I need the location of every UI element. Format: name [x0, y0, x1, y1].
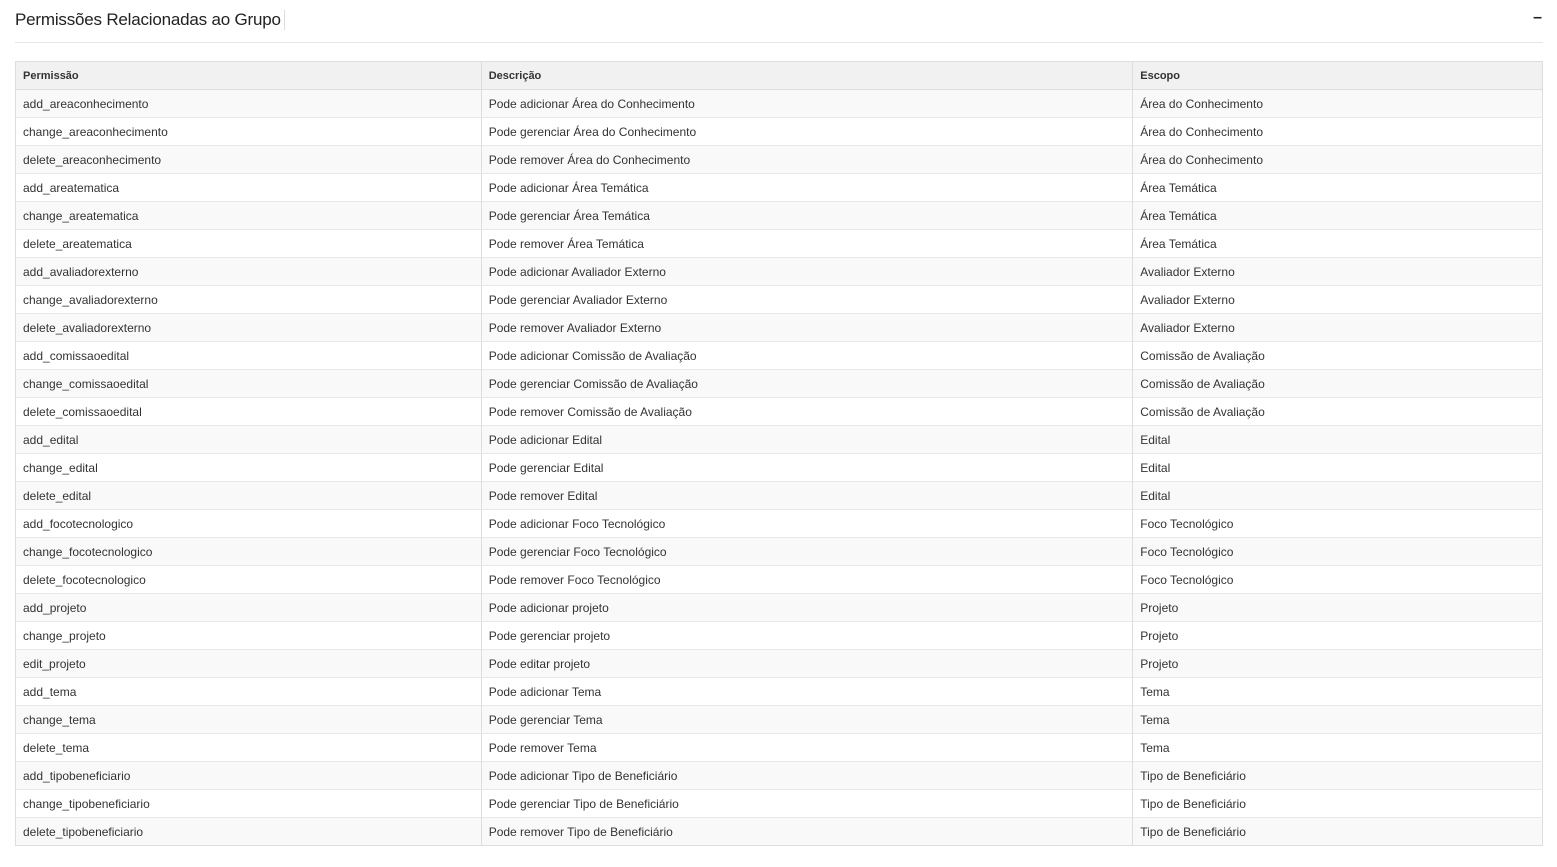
permissions-table	[15, 61, 1543, 846]
permission-cell: change_tema	[16, 706, 482, 734]
scope-cell: Área Temática	[1133, 202, 1543, 230]
description-cell: Pode gerenciar Tipo de Beneficiário	[481, 790, 1133, 818]
permission-cell: change_tipobeneficiario	[16, 790, 482, 818]
description-cell: Pode gerenciar Comissão de Avaliação	[481, 370, 1133, 398]
scope-cell: Tipo de Beneficiário	[1133, 762, 1543, 790]
column-header-escopo[interactable]: Escopo	[1133, 62, 1543, 90]
description-cell: Pode remover Tema	[481, 734, 1133, 762]
description-cell: Pode remover Tipo de Beneficiário	[481, 818, 1133, 846]
table-row[interactable]	[16, 342, 1543, 370]
table-row[interactable]	[16, 314, 1543, 342]
scope-cell: Tema	[1133, 678, 1543, 706]
table-row[interactable]	[16, 566, 1543, 594]
table-row[interactable]	[16, 538, 1543, 566]
permission-cell: change_projeto	[16, 622, 482, 650]
permission-cell: add_avaliadorexterno	[16, 258, 482, 286]
table-row[interactable]	[16, 230, 1543, 258]
table-row[interactable]	[16, 370, 1543, 398]
table-row[interactable]	[16, 818, 1543, 846]
scope-cell: Tema	[1133, 734, 1543, 762]
scope-cell: Avaliador Externo	[1133, 314, 1543, 342]
table-row[interactable]	[16, 90, 1543, 118]
table-row[interactable]	[16, 482, 1543, 510]
description-cell: Pode remover Edital	[481, 482, 1133, 510]
permission-cell: add_areaconhecimento	[16, 90, 482, 118]
scope-cell: Comissão de Avaliação	[1133, 370, 1543, 398]
table-row[interactable]	[16, 762, 1543, 790]
description-cell: Pode adicionar Edital	[481, 426, 1133, 454]
table-row[interactable]	[16, 426, 1543, 454]
description-cell: Pode gerenciar Área do Conhecimento	[481, 118, 1133, 146]
scope-cell: Projeto	[1133, 622, 1543, 650]
permission-cell: delete_comissaoedital	[16, 398, 482, 426]
permission-cell: add_areatematica	[16, 174, 482, 202]
permissions-panel	[15, 0, 1543, 839]
column-header-permissao[interactable]: Permissão	[16, 62, 482, 90]
table-row[interactable]	[16, 202, 1543, 230]
description-cell: Pode gerenciar Edital	[481, 454, 1133, 482]
table-row[interactable]	[16, 650, 1543, 678]
table-row[interactable]	[16, 594, 1543, 622]
table-row[interactable]	[16, 790, 1543, 818]
table-row[interactable]	[16, 398, 1543, 426]
description-cell: Pode adicionar Área do Conhecimento	[481, 90, 1133, 118]
permission-cell: change_areatematica	[16, 202, 482, 230]
scope-cell: Comissão de Avaliação	[1133, 342, 1543, 370]
table-row[interactable]	[16, 678, 1543, 706]
description-cell: Pode adicionar projeto	[481, 594, 1133, 622]
permission-cell: add_comissaoedital	[16, 342, 482, 370]
description-cell: Pode remover Área do Conhecimento	[481, 146, 1133, 174]
description-cell: Pode gerenciar projeto	[481, 622, 1133, 650]
table-row[interactable]	[16, 146, 1543, 174]
description-cell: Pode editar projeto	[481, 650, 1133, 678]
description-cell: Pode remover Avaliador Externo	[481, 314, 1133, 342]
panel-header	[15, 0, 1543, 43]
table-header-row	[16, 62, 1543, 90]
table-row[interactable]	[16, 734, 1543, 762]
scope-cell: Área Temática	[1133, 174, 1543, 202]
scope-cell: Projeto	[1133, 650, 1543, 678]
description-cell: Pode adicionar Comissão de Avaliação	[481, 342, 1133, 370]
permission-cell: delete_focotecnologico	[16, 566, 482, 594]
scope-cell: Foco Tecnológico	[1133, 538, 1543, 566]
table-row[interactable]	[16, 174, 1543, 202]
table-row[interactable]	[16, 258, 1543, 286]
permission-cell: change_edital	[16, 454, 482, 482]
description-cell: Pode adicionar Avaliador Externo	[481, 258, 1133, 286]
description-cell: Pode remover Área Temática	[481, 230, 1133, 258]
scope-cell: Área do Conhecimento	[1133, 146, 1543, 174]
scope-cell: Área Temática	[1133, 230, 1543, 258]
table-row[interactable]	[16, 286, 1543, 314]
table-row[interactable]	[16, 706, 1543, 734]
permission-cell: add_edital	[16, 426, 482, 454]
description-cell: Pode adicionar Tipo de Beneficiário	[481, 762, 1133, 790]
scope-cell: Tema	[1133, 706, 1543, 734]
table-row[interactable]	[16, 454, 1543, 482]
description-cell: Pode adicionar Foco Tecnológico	[481, 510, 1133, 538]
permission-cell: add_tema	[16, 678, 482, 706]
permission-cell: change_focotecnologico	[16, 538, 482, 566]
table-body	[16, 90, 1543, 846]
permission-cell: delete_areatematica	[16, 230, 482, 258]
scope-cell: Área do Conhecimento	[1133, 118, 1543, 146]
table-row[interactable]	[16, 118, 1543, 146]
table-row[interactable]	[16, 622, 1543, 650]
description-cell: Pode gerenciar Área Temática	[481, 202, 1133, 230]
permission-cell: add_projeto	[16, 594, 482, 622]
description-cell: Pode gerenciar Foco Tecnológico	[481, 538, 1133, 566]
permission-cell: delete_areaconhecimento	[16, 146, 482, 174]
permission-cell: delete_edital	[16, 482, 482, 510]
scope-cell: Avaliador Externo	[1133, 286, 1543, 314]
description-cell: Pode adicionar Área Temática	[481, 174, 1133, 202]
scope-cell: Edital	[1133, 482, 1543, 510]
permission-cell: delete_avaliadorexterno	[16, 314, 482, 342]
description-cell: Pode adicionar Tema	[481, 678, 1133, 706]
table-row[interactable]	[16, 510, 1543, 538]
scope-cell: Avaliador Externo	[1133, 258, 1543, 286]
permission-cell: change_areaconhecimento	[16, 118, 482, 146]
description-cell: Pode remover Comissão de Avaliação	[481, 398, 1133, 426]
scope-cell: Tipo de Beneficiário	[1133, 790, 1543, 818]
scope-cell: Tipo de Beneficiário	[1133, 818, 1543, 846]
column-header-descricao[interactable]: Descrição	[481, 62, 1133, 90]
permission-cell: add_tipobeneficiario	[16, 762, 482, 790]
panel-title: Permissões Relacionadas ao Grupo	[15, 10, 285, 30]
scope-cell: Projeto	[1133, 594, 1543, 622]
scope-cell: Comissão de Avaliação	[1133, 398, 1543, 426]
description-cell: Pode remover Foco Tecnológico	[481, 566, 1133, 594]
permission-cell: edit_projeto	[16, 650, 482, 678]
scope-cell: Edital	[1133, 454, 1543, 482]
description-cell: Pode gerenciar Avaliador Externo	[481, 286, 1133, 314]
permission-cell: add_focotecnologico	[16, 510, 482, 538]
scope-cell: Área do Conhecimento	[1133, 90, 1543, 118]
permission-cell: delete_tema	[16, 734, 482, 762]
scope-cell: Foco Tecnológico	[1133, 566, 1543, 594]
scope-cell: Edital	[1133, 426, 1543, 454]
permission-cell: change_avaliadorexterno	[16, 286, 482, 314]
collapse-button[interactable]: –	[1533, 9, 1542, 26]
permission-cell: delete_tipobeneficiario	[16, 818, 482, 846]
scope-cell: Foco Tecnológico	[1133, 510, 1543, 538]
permission-cell: change_comissaoedital	[16, 370, 482, 398]
description-cell: Pode gerenciar Tema	[481, 706, 1133, 734]
